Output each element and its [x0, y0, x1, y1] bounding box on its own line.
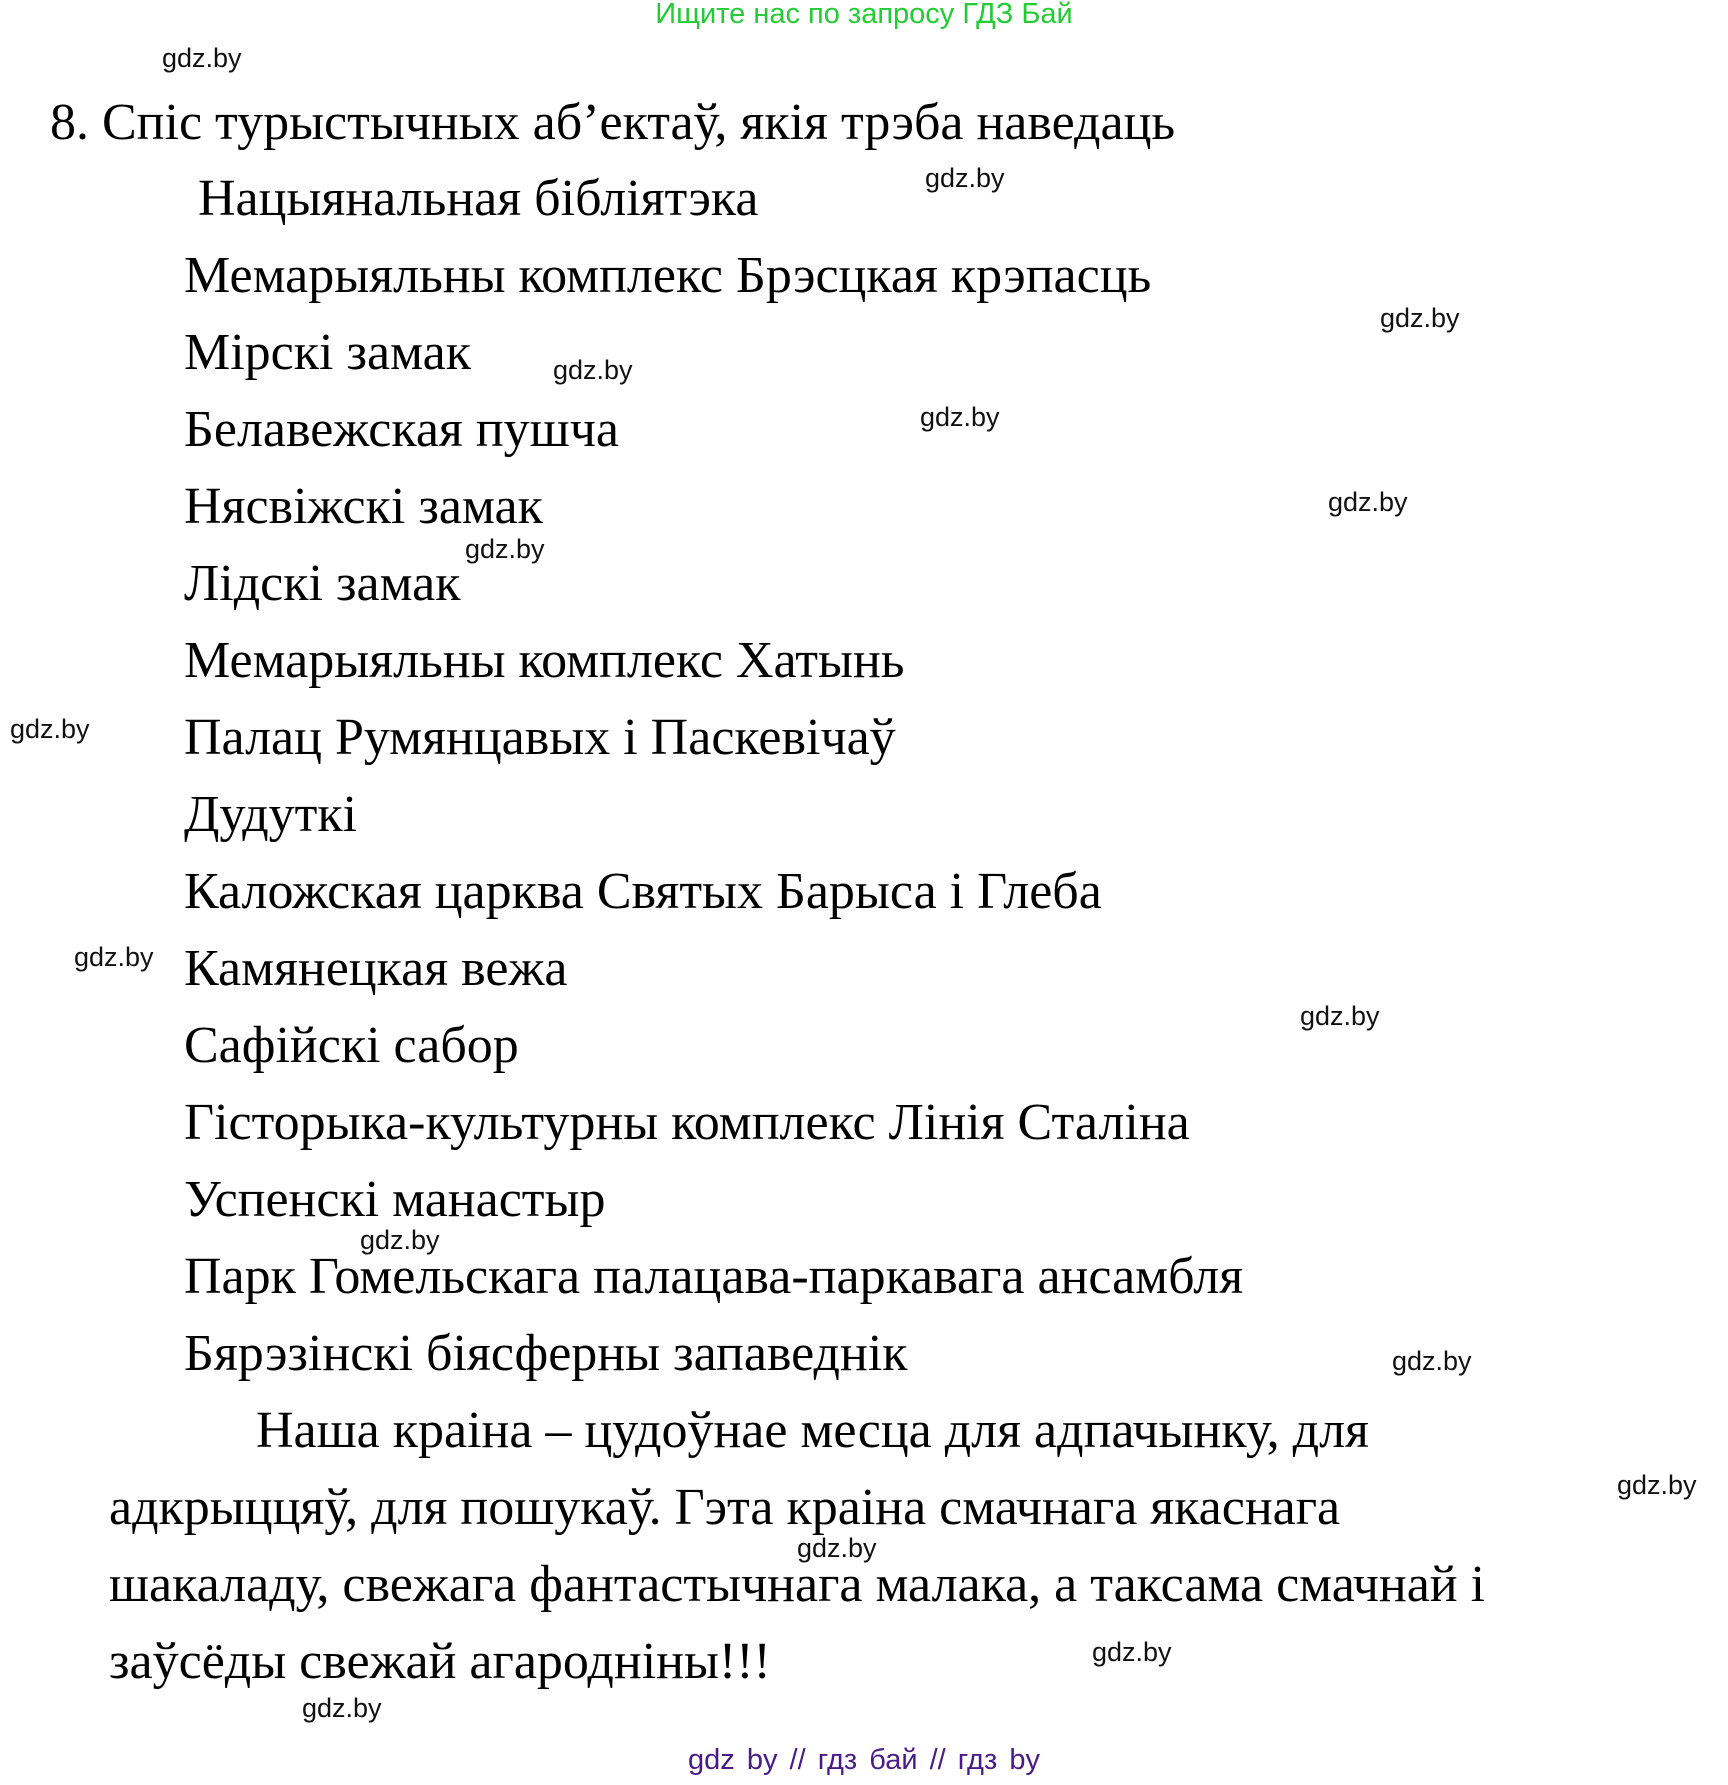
- paragraph-line: заўсёды свежай агародніны!!!: [109, 1633, 771, 1690]
- paragraph-line: Наша краіна – цудоўнае месца для адпачынку, для: [256, 1402, 1369, 1459]
- watermark: gdz.by: [925, 163, 1005, 193]
- watermark: gdz.by: [1328, 487, 1408, 517]
- watermark: gdz.by: [1392, 1346, 1472, 1376]
- list-item: Нясвіжскі замак: [184, 478, 543, 535]
- list-item: Каложская царква Святых Барыса і Глеба: [184, 863, 1102, 920]
- watermark: gdz.by: [797, 1533, 877, 1563]
- list-item: Дудуткі: [184, 786, 358, 843]
- paragraph-line: шакаладу, свежага фантастычнага малака, а таксама смачнай і: [109, 1556, 1486, 1613]
- list-item: Белавежская пушча: [184, 401, 619, 458]
- list-item: Лідскі замак: [184, 555, 461, 612]
- watermark: gdz.by: [302, 1693, 382, 1723]
- footer-links[interactable]: gdz by // гдз бай // гдз by: [688, 1744, 1040, 1776]
- list-item: Мірскі замак: [184, 324, 471, 381]
- list-item: Сафійскі сабор: [184, 1017, 519, 1074]
- list-item: Нацыянальная бібліятэка: [198, 170, 759, 227]
- list-item: Успенскі манастыр: [184, 1171, 606, 1228]
- watermark: gdz.by: [465, 534, 545, 564]
- watermark: gdz.by: [74, 942, 154, 972]
- watermark: gdz.by: [1380, 303, 1460, 333]
- list-item: Мемарыяльны комплекс Брэсцкая крэпасць: [184, 247, 1152, 304]
- list-item: Гісторыка-культурны комплекс Лінія Сталіна: [184, 1094, 1190, 1151]
- list-item: Камянецкая вежа: [184, 940, 568, 997]
- list-item: Бярэзінскі біясферны запаведнік: [184, 1325, 908, 1382]
- task-title: 8. Спіс турыстычных аб’ектаў, якія трэба наведаць: [50, 94, 1176, 151]
- list-item: Парк Гомельскага палацава-паркавага ансамбля: [184, 1248, 1244, 1305]
- watermark: gdz.by: [360, 1225, 440, 1255]
- list-item: Мемарыяльны комплекс Хатынь: [184, 632, 905, 689]
- search-banner[interactable]: Ищите нас по запросу ГДЗ Бай: [655, 0, 1073, 30]
- paragraph-line: адкрыццяў, для пошукаў. Гэта краіна смачнага якаснага: [109, 1479, 1341, 1536]
- watermark: gdz.by: [1300, 1001, 1380, 1031]
- watermark: gdz.by: [10, 714, 90, 744]
- watermark: gdz.by: [920, 402, 1000, 432]
- list-item: Палац Румянцавых і Паскевічаў: [184, 709, 896, 766]
- watermark: gdz.by: [162, 43, 242, 73]
- watermark: gdz.by: [553, 355, 633, 385]
- watermark: gdz.by: [1092, 1637, 1172, 1667]
- watermark: gdz.by: [1617, 1470, 1697, 1500]
